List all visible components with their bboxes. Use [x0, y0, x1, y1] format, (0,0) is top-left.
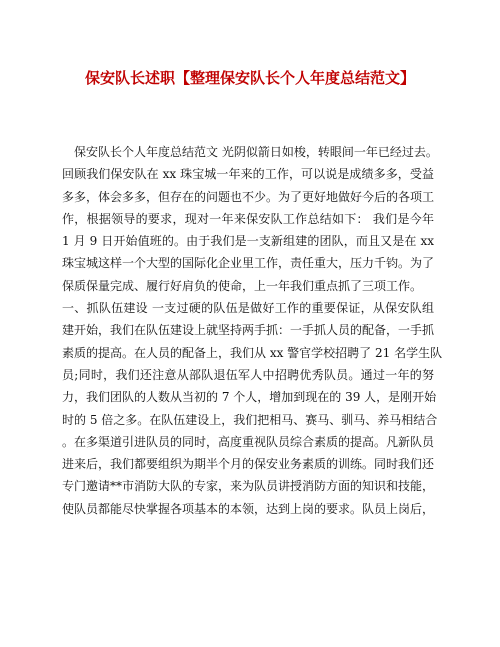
- body-line: 员;同时，我们还注意从部队退伍军人中招聘优秀队员。通过一年的努: [62, 367, 434, 382]
- body-line: 保质保量完成、履行好肩负的使命，上一年我们重点抓了三项工作。: [62, 278, 423, 293]
- document-body: [62, 141, 443, 520]
- body-line: 使队员都能尽快掌握各项基本的本领，达到上岗的要求。队员上岗后，: [62, 501, 435, 516]
- body-line: 珠宝城这样一个大型的国际化企业里工作，责任重大，压力千钧。为了: [62, 256, 435, 271]
- body-line: 多多，体会多多，但存在的问题也不少。为了更好地做好今后的各项工: [62, 189, 435, 204]
- body-line: 力，我们团队的人数从当初的 7 个人，增加到现在的 39 人，是刚开始: [62, 390, 437, 405]
- body-line: 保安队长个人年度总结范文 光阴似箭日如梭，转眼间一年已经过去。: [74, 145, 438, 159]
- body-line: 作，根据领导的要求，现对一年来保安队工作总结如下： 我们是今年: [62, 211, 434, 226]
- document-title: 保安队长述职【整理保安队长个人年度总结范文】: [84, 69, 415, 87]
- body-line: 素质的提高。在人员的配备上，我们从 xx 警官学校招聘了 21 名学生队: [62, 345, 443, 360]
- body-line: 时的 5 倍之多。在队伍建设上，我们把相马、赛马、驯马、养马相结合: [62, 412, 438, 427]
- body-line: 专门邀请**市消防大队的专家，来为队员讲授消防方面的知识和技能，: [62, 479, 435, 494]
- body-line: 回顾我们保安队在 xx 珠宝城一年来的工作，可以说是成绩多多，受益: [62, 167, 434, 182]
- body-line: 进来后，我们都要组织为期半个月的保安业务素质的训练。同时我们还: [62, 457, 435, 472]
- body-line: 建开始，我们在队伍建设上就坚持两手抓：一手抓人员的配备，一手抓: [62, 323, 435, 338]
- body-line: 一、抓队伍建设 一支过硬的队伍是做好工作的重要保证，从保安队组: [62, 301, 434, 316]
- body-line: 。在多渠道引进队员的同时，高度重视队员综合素质的提高。凡新队员: [62, 434, 435, 449]
- body-line: 1 月 9 日开始值班的。由于我们是一支新组建的团队，而且又是在 xx: [62, 234, 434, 249]
